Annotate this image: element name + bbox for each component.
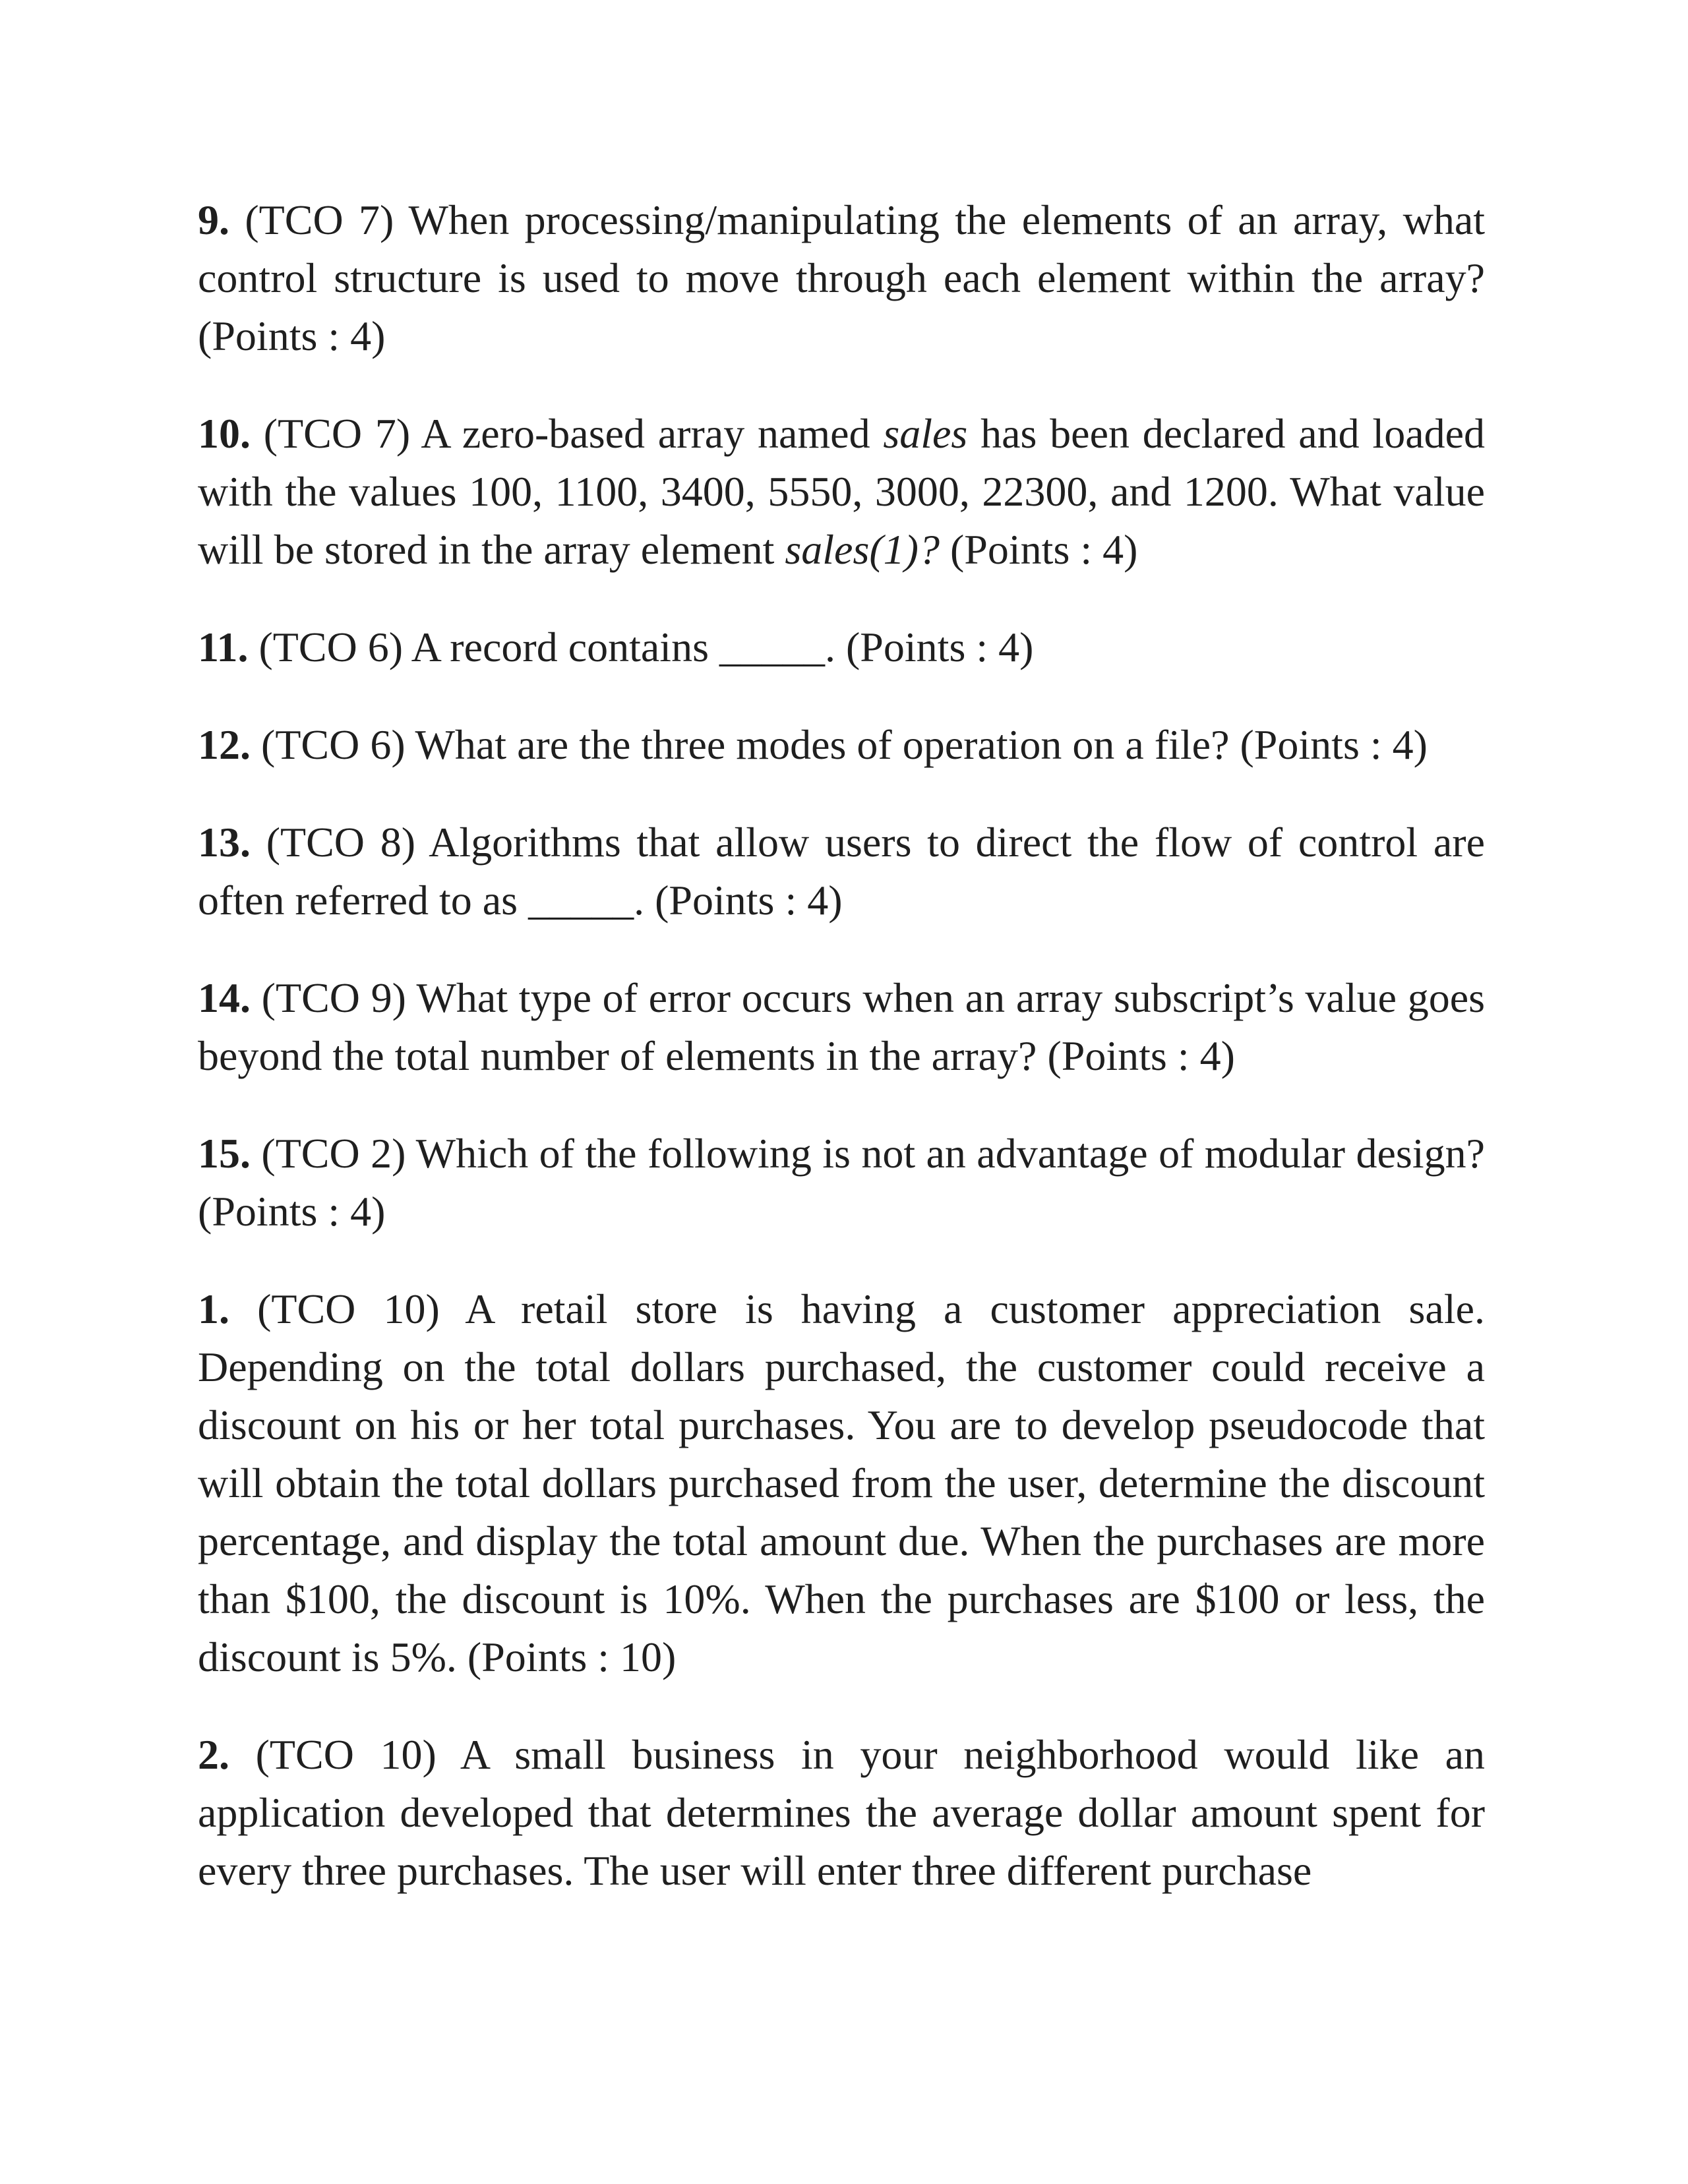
question-11 bbox=[198, 618, 1485, 676]
question-number: 12. bbox=[198, 721, 251, 768]
programming-question-1 bbox=[198, 1280, 1485, 1686]
question-number: 13. bbox=[198, 819, 251, 866]
question-text: (TCO 10) A retail store is having a customer appreciation sale. Depending on the total dollars purchased, the customer could receive a discount on his or her total purchases. You are to develop pseudocode that will obtain the total dollars purchased from the user, determine the discount percentage, and display the total amount due. When the purchases are more than $100, the discount is 10%. When the purchases are $100 or less, the discount is 5%. (Points : 10) bbox=[198, 1285, 1485, 1680]
question-number: 2. bbox=[198, 1731, 229, 1778]
array-name-italic: sales bbox=[883, 410, 968, 457]
question-text: (TCO 6) A record contains _____. (Points : 4) bbox=[248, 624, 1034, 670]
question-text: (TCO 9) What type of error occurs when an array subscript’s value goes beyond the total number of elements in the array? (Points : 4) bbox=[198, 974, 1485, 1079]
document-page bbox=[198, 191, 1485, 1939]
question-12 bbox=[198, 716, 1485, 774]
question-14 bbox=[198, 969, 1485, 1085]
question-number: 14. bbox=[198, 974, 251, 1021]
question-text: (TCO 10) A small business in your neighborhood would like an application developed that determines the average dollar amount spent for every three purchases. The user will enter three different purchase bbox=[198, 1731, 1485, 1894]
array-element-italic: sales(1)? bbox=[785, 526, 940, 573]
question-number: 1. bbox=[198, 1285, 229, 1332]
question-15 bbox=[198, 1125, 1485, 1241]
question-text: (TCO 6) What are the three modes of operation on a file? (Points : 4) bbox=[251, 721, 1428, 768]
question-text: (TCO 2) Which of the following is not an advantage of modular design? (Points : 4) bbox=[198, 1130, 1485, 1235]
programming-question-2 bbox=[198, 1726, 1485, 1900]
question-text: (TCO 7) A zero-based array named bbox=[251, 410, 884, 457]
question-number: 9. bbox=[198, 196, 229, 243]
question-9 bbox=[198, 191, 1485, 365]
question-text: (TCO 8) Algorithms that allow users to direct the flow of control are often referred to as _____. (Points : 4) bbox=[198, 819, 1485, 924]
question-13 bbox=[198, 813, 1485, 930]
question-10 bbox=[198, 405, 1485, 579]
question-text: has been declared and loaded with the values 100, 1100, 3400, 5550, 3000, 22300, and 1200. What value will be stored in the array element bbox=[198, 410, 1485, 573]
question-number: 10. bbox=[198, 410, 251, 457]
question-number: 15. bbox=[198, 1130, 251, 1177]
question-number: 11. bbox=[198, 624, 249, 670]
question-text: (TCO 7) When processing/manipulating the elements of an array, what control structure is used to move through each element within the array? (Points : 4) bbox=[198, 196, 1485, 359]
question-points: (Points : 4) bbox=[939, 526, 1138, 573]
